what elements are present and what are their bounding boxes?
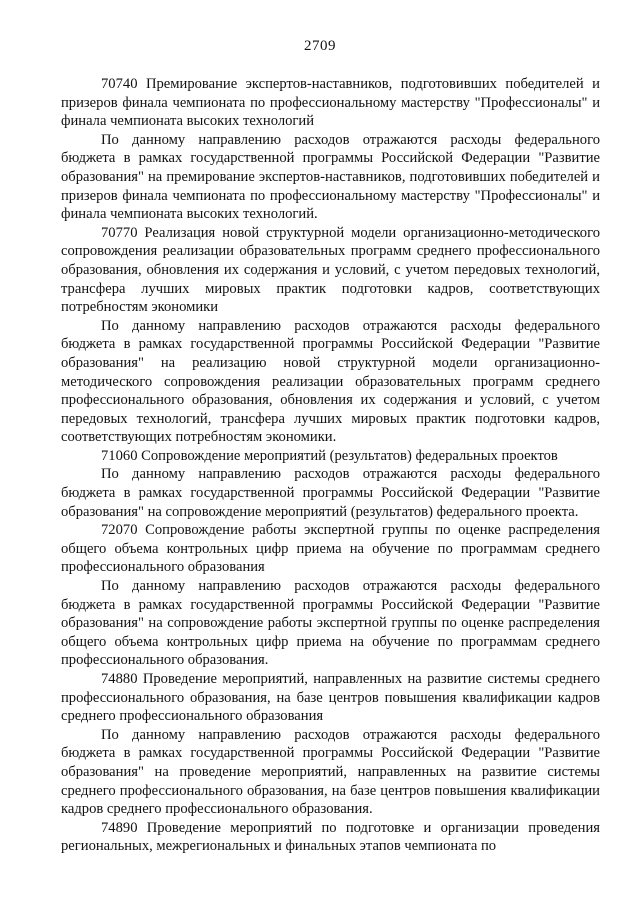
paragraph-70770-heading: 70770 Реализация новой структурной модели организационно-методического сопровождения реализации образовательных программ среднего профессионального образования, обновления их содержания и условий, с учетом передовых технологий, трансфера лучших мировых практик подготовки кадров, соответствующих потребностям экономики — [61, 224, 600, 316]
paragraph-74880-heading: 74880 Проведение мероприятий, направленных на развитие системы среднего профессионального образования, на базе центров повышения квалификации кадров среднего профессионального образования — [61, 671, 600, 725]
paragraph-72070-description: По данному направлению расходов отражаются расходы федерального бюджета в рамках государственной программы Российской Федерации "Развитие образования" на сопровождение работы экспертной группы по оценке распределения общего объема контрольных цифр приема на обучение по программам среднего профессионального образования. — [61, 578, 600, 669]
page-body — [61, 75, 600, 856]
paragraph-70740-heading: 70740 Премирование экспертов-наставников, подготовивших победителей и призеров финала чемпионата по профессиональному мастерству "Профессионалы" и финала чемпионата высоких технологий — [61, 76, 600, 130]
page-number: 2709 — [304, 38, 336, 54]
paragraph-71060-description: По данному направлению расходов отражаются расходы федерального бюджета в рамках государственной программы Российской Федерации "Развитие образования" на сопровождение мероприятий (результатов) федерального проекта. — [61, 466, 600, 520]
paragraph-70770-description: По данному направлению расходов отражаются расходы федерального бюджета в рамках государственной программы Российской Федерации "Развитие образования" на реализацию новой структурной модели организационно-методического сопровождения реализации образовательных программ среднего профессионального образования, обновления их содержания и условий, с учетом передовых технологий, трансфера лучших мировых практик подготовки кадров, соответствующих потребностям экономики. — [61, 317, 600, 446]
paragraph-70740-description: По данному направлению расходов отражаются расходы федерального бюджета в рамках государственной программы Российской Федерации "Развитие образования" на премирование экспертов-наставников, подготовивших победителей и призеров финала чемпионата по профессиональному мастерству "Профессионалы" и финала чемпионата высоких технологий. — [61, 131, 600, 223]
paragraph-74890-heading: 74890 Проведение мероприятий по подготовке и организации проведения региональных, межрегиональных и финальных этапов чемпионата по — [61, 819, 600, 855]
paragraph-74880-description: По данному направлению расходов отражаются расходы федерального бюджета в рамках государственной программы Российской Федерации "Развитие образования" на проведение мероприятий, направленных на развитие системы среднего профессионального образования, на базе центров повышения квалификации кадров среднего профессионального образования. — [61, 726, 600, 818]
paragraph-71060-heading: 71060 Сопровождение мероприятий (результатов) федеральных проектов — [101, 447, 558, 464]
paragraph-72070-heading: 72070 Сопровождение работы экспертной группы по оценке распределения общего объема контрольных цифр приема на обучение по программам среднего профессионального образования — [61, 522, 600, 576]
